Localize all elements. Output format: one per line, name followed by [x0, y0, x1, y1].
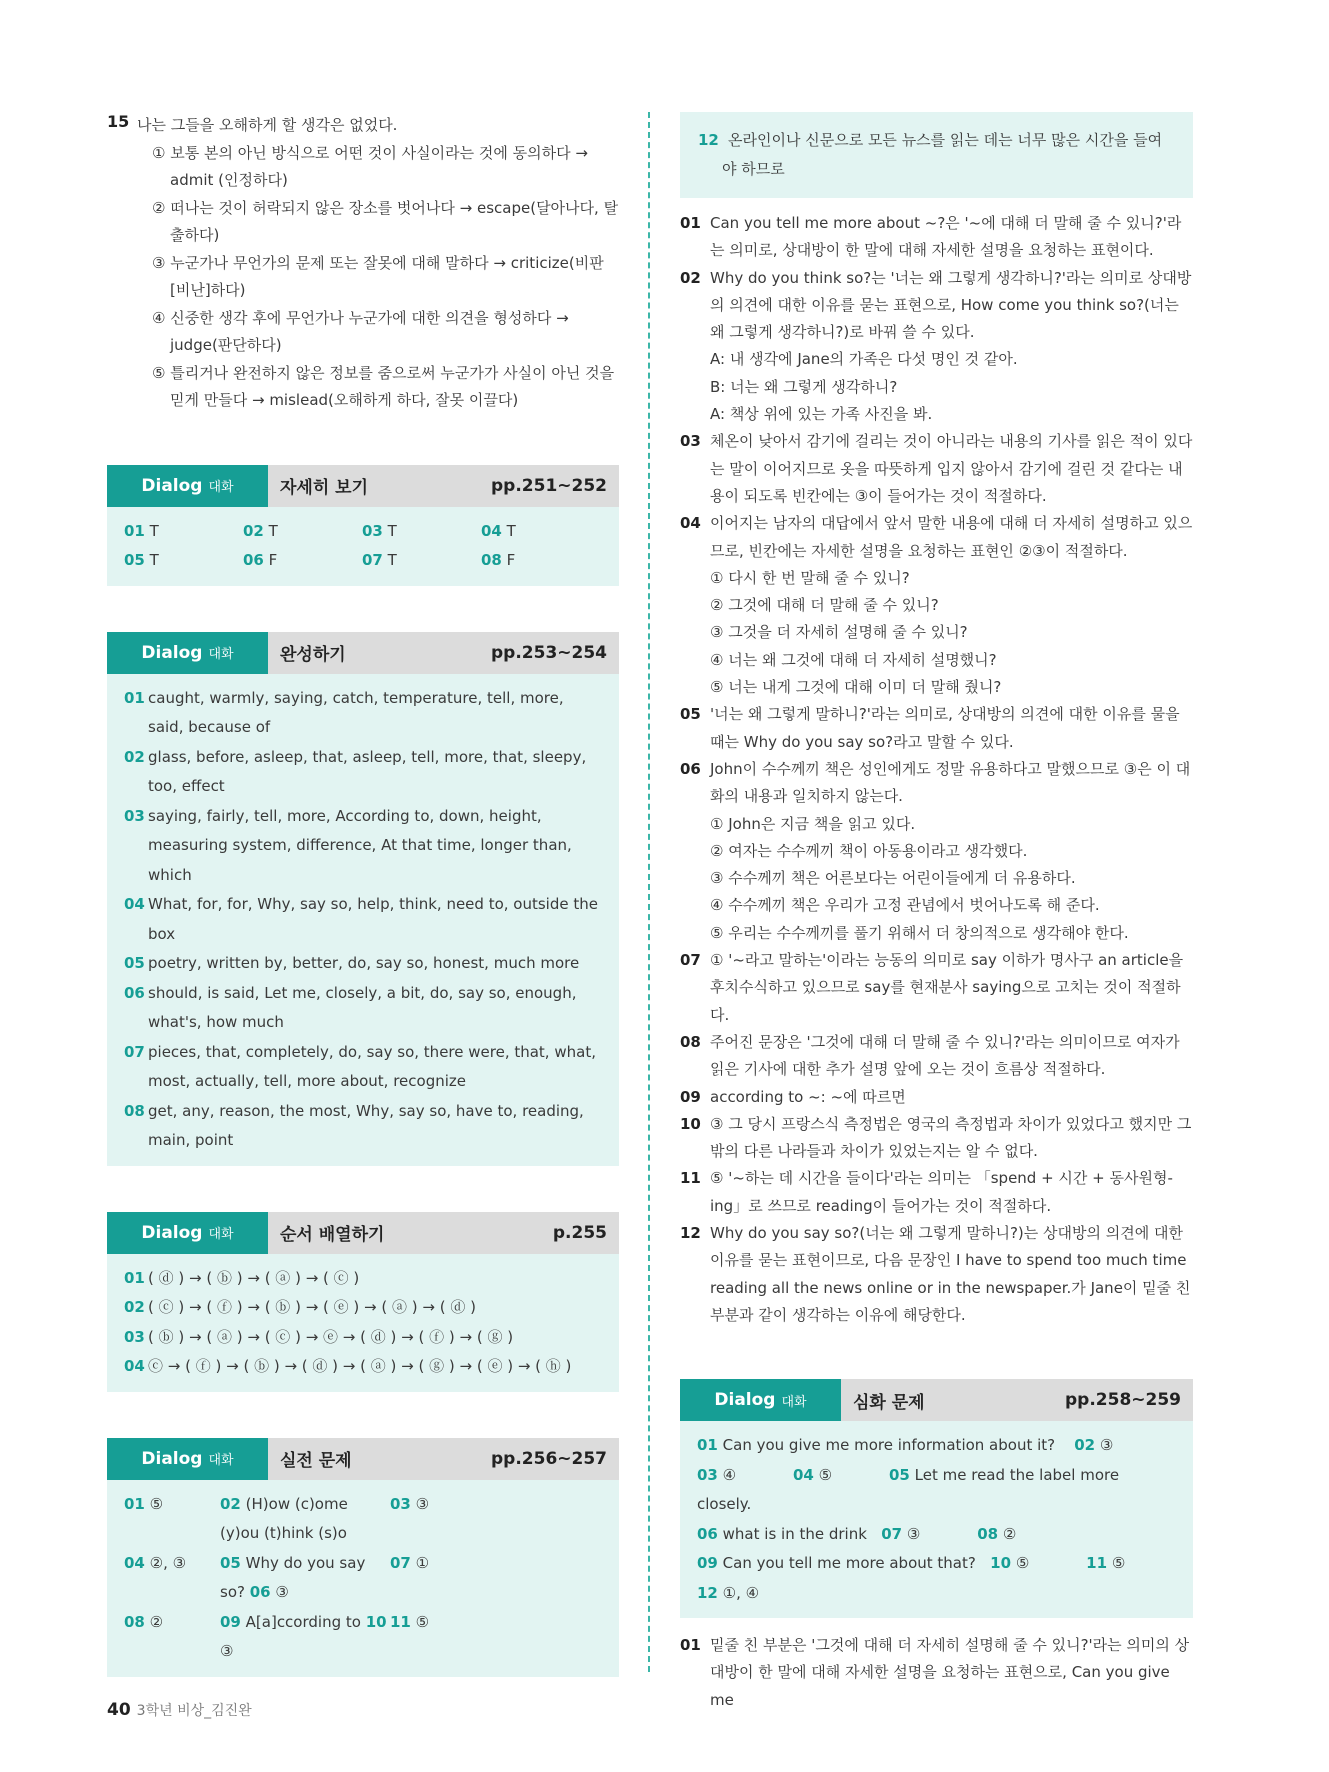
choice-line: ④ 수수께끼 책은 우리가 고정 관념에서 벗어나도록 해 준다. [710, 896, 1100, 915]
explanation-item: 01 Can you tell me more about ~?은 '~에 대해 더 말해 줄 수 있니?'라는 의미로, 상대방이 한 말에 대해 자세한 설명을 요청하는 표현이다. [680, 214, 1182, 260]
section-pages: pp.253~254 [490, 642, 607, 663]
choice-line: ② 여자는 수수께끼 책이 아동용이라고 생각했다. [710, 841, 1028, 860]
answer-item: 05 T [124, 551, 159, 569]
answer-item: 02 T [243, 521, 278, 540]
answer-box-top [680, 112, 1193, 198]
question-15 [107, 112, 619, 415]
page-number: 40 [107, 1700, 131, 1720]
answer-item: 02 ( ⓒ ) → ( ⓕ ) → ( ⓑ ) → ( ⓔ ) → ( ⓐ ) → ( ⓓ ) [124, 1298, 476, 1316]
explanation-item: 11 ⑤ '~하는 데 시간을 들이다'라는 의미는 「spend + 시간 + 동사원형-ing」로 쓰므로 reading이 들어가는 것이 적절하다. [680, 1169, 1173, 1215]
answer-item: 01 T [124, 521, 159, 540]
choice-line: ⑤ 너는 내게 그것에 대해 이미 더 말해 줬니? [710, 678, 1002, 697]
answer-box [680, 1421, 1193, 1618]
answer-row: 09 Can you tell me more about that? 10 ⑤ 11 ⑤ [697, 1554, 1126, 1573]
section-title: 심화 문제 [853, 1392, 925, 1413]
explanation-item: 07 ① '~라고 말하는'이라는 능동의 의미로 say 이하가 명사구 an article을 후치수식하고 있으므로 say를 현재분사 saying으로 고치는 것이 적절하다. [680, 951, 1184, 1024]
explanation-item: 03 체온이 낮아서 감기에 걸리는 것이 아니라는 내용의 기사를 읽은 적이 있다는 말이 이어지므로 옷을 따뜻하게 입지 않아서 감기에 걸린 것 같다는 내용이 되도록 빈칸에는 ③이 들어가는 것이 적절하다. [680, 432, 1193, 505]
answer-item: 07 T [362, 551, 397, 569]
answer-item: 03 T [362, 521, 397, 540]
answer-row: 01 Can you give me more information about it? 02 ③ [697, 1436, 1114, 1455]
answer-item: 01 ( ⓓ ) → ( ⓑ ) → ( ⓐ ) → ( ⓒ ) [124, 1268, 360, 1287]
option-5: ⑤ 틀리거나 완전하지 않은 정보를 줌으로써 누군가가 사실이 아닌 것을 믿게 만들다 → mislead(오해하게 하다, 잘못 이끌다) [152, 363, 615, 409]
answer-item: 03 ( ⓑ ) → ( ⓐ ) → ( ⓒ ) → ⓔ → ( ⓓ ) → ( ⓕ ) → ( ⓖ ) [124, 1327, 514, 1346]
explanations [680, 210, 1193, 1329]
section-header [107, 1212, 619, 1254]
answer-item: 01 ⑤ [124, 1494, 164, 1513]
explanation-item: 08 주어진 문장은 '그것에 대해 더 말해 줄 수 있니?'라는 의미이므로 여자가 읽은 기사에 대한 추가 설명 앞에 오는 것이 흐름상 적절하다. [680, 1032, 1180, 1079]
section-title: 실전 문제 [280, 1451, 352, 1471]
answer-item: 02 (H)ow (c)ome (y)ou (t)hink (s)o [220, 1494, 348, 1542]
option-4: ④ 신중한 생각 후에 무언가나 누군가에 대한 의견을 형성하다 → judge(판단하다) [152, 308, 569, 354]
footer-text: 3학년 비상_김진완 [136, 1703, 252, 1719]
option-2: ② 떠나는 것이 허락되지 않은 장소를 벗어나다 → escape(달아나다, 탈출하다) [152, 198, 619, 244]
section-pages: p.255 [552, 1222, 607, 1243]
column-divider [648, 112, 650, 1672]
explanation-item: 12 Why do you say so?(너는 왜 그렇게 말하니?)는 상대방의 의견에 대한 이유를 묻는 표현이므로, 다음 문장인 I have to spend too much time reading all the news online or in the newspaper.가 Jane이 밑줄 친 부분과 같이 생각하는 이유에 해당한다. [680, 1223, 1191, 1324]
choice-line: ④ 너는 왜 그것에 대해 더 자세히 설명했니? [710, 650, 997, 669]
section-header [107, 632, 619, 674]
answer-box [107, 1254, 619, 1392]
answer-item: 02 glass, before, asleep, that, asleep, tell, more, that, sleepy, too, effect [124, 747, 587, 795]
answer-box [107, 674, 619, 1166]
section-title: 순서 배열하기 [280, 1225, 385, 1245]
section-label: Dialog 대화 [107, 1438, 268, 1480]
explanation-item: 09 according to ~: ~에 따르면 [680, 1087, 906, 1106]
section-header [107, 1438, 619, 1480]
answer-item: 06 F [243, 551, 278, 569]
section-practice [107, 1438, 619, 1677]
explanation-item: 01 밑줄 친 부분은 '그것에 대해 더 자세히 설명해 줄 수 있니?'라는 의미의 상대방이 한 말에 대해 자세한 설명을 요청하는 표현으로, Can you give me [680, 1636, 1190, 1709]
explanation-item: 04 이어지는 남자의 대답에서 앞서 말한 내용에 대해 더 자세히 설명하고 있으므로, 빈칸에는 자세한 설명을 요청하는 표현인 ②③이 적절하다. [680, 514, 1193, 560]
dialog-line: B: 너는 왜 그렇게 생각하니? [710, 377, 898, 396]
section-header [107, 465, 619, 507]
answer-item: 11 ⑤ [390, 1612, 430, 1631]
answer-item: 05 poetry, written by, better, do, say so, honest, much more [124, 954, 580, 972]
section-title: 완성하기 [280, 645, 346, 665]
section-complete [107, 632, 619, 1166]
explanation-item: 05 '너는 왜 그렇게 말하니?'라는 의미로, 상대방의 의견에 대한 이유를 물을 때는 Why do you say so?라고 말할 수 있다. [680, 705, 1180, 751]
section-label: Dialog 대화 [107, 632, 268, 674]
dialog-line: A: 내 생각에 Jane의 가족은 다섯 명인 것 같아. [710, 350, 1018, 369]
explanation-item: 10 ③ 그 당시 프랑스식 측정법은 영국의 측정법과 차이가 있었다고 했지만 그 밖의 다른 나라들과 차이가 있었는지는 알 수 없다. [680, 1114, 1192, 1161]
section-label: Dialog 대화 [680, 1379, 841, 1421]
answer-item: 07 pieces, that, completely, do, say so, there were, that, what, most, actually, tell, more about, recognize [124, 1042, 596, 1090]
answer-item: 05 Why do you say so? 06 ③ [220, 1553, 366, 1601]
answer-item: 01 caught, warmly, saying, catch, temperature, tell, more, said, because of [124, 688, 564, 736]
page-footer [107, 1700, 252, 1720]
answer-item: 08 F [481, 551, 516, 569]
question-number: 15 [107, 112, 130, 131]
explanation-item: 06 John이 수수께끼 책은 성인에게도 정말 유용하다고 말했으므로 ③은 이 대화의 내용과 일치하지 않는다. [680, 759, 1191, 806]
choice-line: ① 다시 한 번 말해 줄 수 있니? [710, 568, 910, 587]
answer-item: 08 ② [124, 1612, 164, 1631]
option-1: ① 보통 본의 아닌 방식으로 어떤 것이 사실이라는 것에 동의하다 → admit (인정하다) [152, 143, 588, 189]
left-column [107, 112, 619, 1677]
section-pages: pp.256~257 [490, 1448, 607, 1469]
section-pages: pp.251~252 [490, 475, 607, 496]
right-column [680, 112, 1193, 1714]
section-order [107, 1212, 619, 1392]
choice-line: ⑤ 우리는 수수께끼를 풀기 위해서 더 창의적으로 생각해야 한다. [710, 923, 1129, 942]
choice-line: ② 그것에 대해 더 말해 줄 수 있니? [710, 596, 939, 615]
answer-item: 04 ②, ③ [124, 1553, 187, 1572]
dialog-line: A: 책상 위에 있는 가족 사진을 봐. [710, 405, 933, 424]
final-explanation [680, 1632, 1193, 1714]
answer-box [107, 1480, 619, 1677]
section-detail [107, 465, 619, 586]
answer-box [107, 507, 619, 586]
answer-row: 12 ①, ④ [697, 1583, 760, 1602]
explanation-item: 02 Why do you think so?는 '너는 왜 그렇게 생각하니?'라는 의미로 상대방의 의견에 대한 이유를 묻는 표현으로, How come you think so?(너는 왜 그렇게 생각하니?)로 바꿔 쓸 수 있다. [680, 268, 1192, 342]
answer-item: 04 What, for, for, Why, say so, help, think, need to, outside the box [124, 895, 598, 943]
choice-line: ③ 그것을 더 자세히 설명해 줄 수 있니? [710, 623, 968, 642]
answer-item: 04 T [481, 521, 516, 540]
section-title: 자세히 보기 [280, 478, 369, 498]
answer-item: 07 ① [390, 1553, 430, 1572]
section-label: Dialog 대화 [107, 465, 268, 507]
answer-row: 03 ④ 04 ⑤ 05 Let me read the label more closely. [697, 1465, 1120, 1514]
answer-item: 09 A[a]ccording to 10 ③ [220, 1612, 387, 1660]
choice-line: ③ 수수께끼 책은 어른보다는 어린이들에게 더 유용하다. [710, 869, 1076, 888]
answer-item: 04 ⓒ → ( ⓕ ) → ( ⓑ ) → ( ⓓ ) → ( ⓐ ) → ( ⓖ ) → ( ⓔ ) → ( ⓗ ) [124, 1357, 572, 1375]
answer-item: 06 should, is said, Let me, closely, a bit, do, say so, enough, what's, how much [124, 983, 577, 1031]
answer-item: 12 온라인이나 신문으로 모든 뉴스를 읽는 데는 너무 많은 시간을 들여야 하므로 [698, 131, 1163, 178]
section-label: Dialog 대화 [107, 1212, 268, 1254]
option-3: ③ 누군가나 무언가의 문제 또는 잘못에 대해 말하다 → criticize(비판[비난]하다) [152, 253, 604, 299]
choice-line: ① John은 지금 책을 읽고 있다. [710, 814, 916, 833]
answer-item: 03 ③ [390, 1494, 430, 1513]
section-advanced [680, 1379, 1193, 1618]
answer-row: 06 what is in the drink 07 ③ 08 ② [697, 1524, 1017, 1543]
section-pages: pp.258~259 [1064, 1390, 1181, 1411]
section-header [680, 1379, 1193, 1421]
answer-item: 08 get, any, reason, the most, Why, say so, have to, reading, main, point [124, 1101, 584, 1149]
answer-item: 03 saying, fairly, tell, more, According to, down, height, measuring system, difference, At that time, longer than, which [124, 806, 572, 884]
question-text: 나는 그들을 오해하게 할 생각은 없었다. [137, 116, 398, 134]
